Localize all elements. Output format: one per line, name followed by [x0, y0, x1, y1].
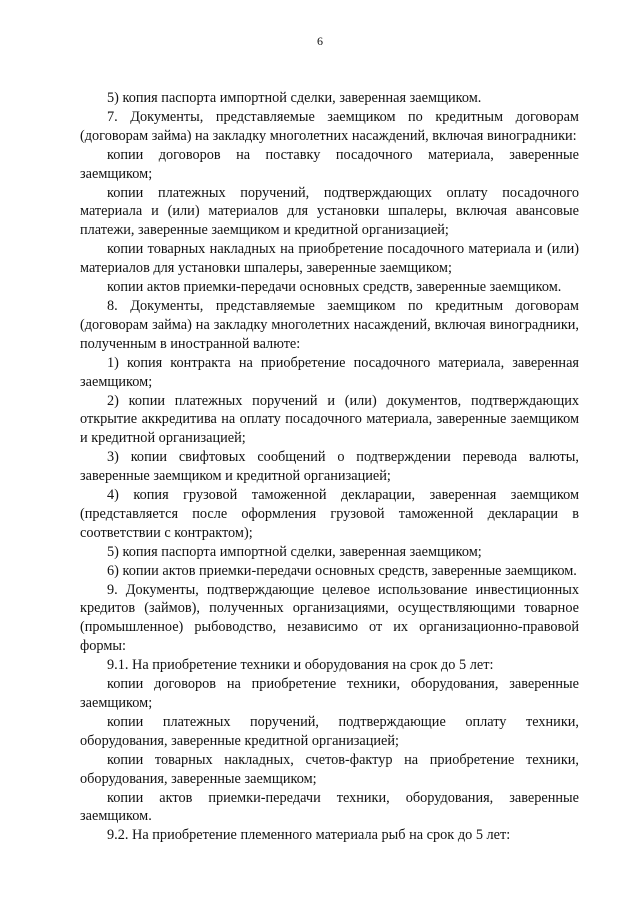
paragraph: 6) копии актов приемки-передачи основных средств, заверенные заемщиком.: [107, 562, 577, 579]
paragraph: 1) копия контракта на приобретение посадочного материала, заверенная заемщиком;: [80, 354, 579, 390]
subsection-9-2-heading: 9.2. На приобретение племенного материала рыб на срок до 5 лет:: [107, 827, 511, 844]
paragraph: 3) копии свифтовых сообщений о подтверждении перевода валюты, заверенные заемщиком и кредитной организацией;: [80, 449, 579, 485]
paragraph: копии договоров на поставку посадочного материала, заверенные заемщиком;: [80, 146, 579, 182]
page-number: 6: [317, 34, 323, 48]
section-7-heading: 7. Документы, представляемые заемщиком по кредитным договорам (договорам займа) на закладку многолетних насаждений, включая виноградники:: [80, 108, 579, 144]
paragraph: копии платежных поручений, подтверждающих оплату посадочного материала и (или) материалов для установки шпалеры, включая авансовые платежи, заверенные заемщиком и кредитной организацией;: [80, 184, 579, 239]
paragraph: копии товарных накладных, счетов-фактур на приобретение техники, оборудования, заверенные заемщиком;: [80, 751, 579, 787]
paragraph: копии товарных накладных на приобретение посадочного материала и (или) материалов для установки шпалеры, заверенные заемщиком;: [80, 241, 579, 277]
paragraph: копии актов приемки-передачи техники, оборудования, заверенные заемщиком.: [80, 789, 579, 825]
document-body: [80, 89, 579, 845]
paragraph: 5) копия паспорта импортной сделки, заверенная заемщиком;: [107, 543, 482, 560]
paragraph: копии платежных поручений, подтверждающие оплату техники, оборудования, заверенные кредитной организацией;: [80, 713, 579, 749]
section-9-heading: 9. Документы, подтверждающие целевое использование инвестиционных кредитов (займов), полученных организациями, осуществляющими товарное (промышленное) рыбоводство, независимо от их организационно-правовой формы:: [80, 581, 579, 655]
paragraph: копии актов приемки-передачи основных средств, заверенные заемщиком.: [107, 279, 562, 296]
section-8-heading: 8. Документы, представляемые заемщиком по кредитным договорам (договорам займа) на закладку многолетних насаждений, включая виноградники, полученным в иностранной валюте:: [80, 297, 579, 352]
paragraph: 2) копии платежных поручений и (или) документов, подтверждающих открытие аккредитива на оплату посадочного материала, заверенные заемщиком и кредитной организацией;: [80, 392, 579, 447]
paragraph: копии договоров на приобретение техники, оборудования, заверенные заемщиком;: [80, 676, 579, 711]
paragraph: 5) копия паспорта импортной сделки, заверенная заемщиком.: [107, 90, 482, 106]
subsection-9-1-heading: 9.1. На приобретение техники и оборудования на срок до 5 лет:: [107, 657, 494, 674]
paragraph: 4) копия грузовой таможенной декларации, заверенная заемщиком (представляется после оформления грузовой таможенной декларации в соответствии с контрактом);: [80, 487, 579, 541]
